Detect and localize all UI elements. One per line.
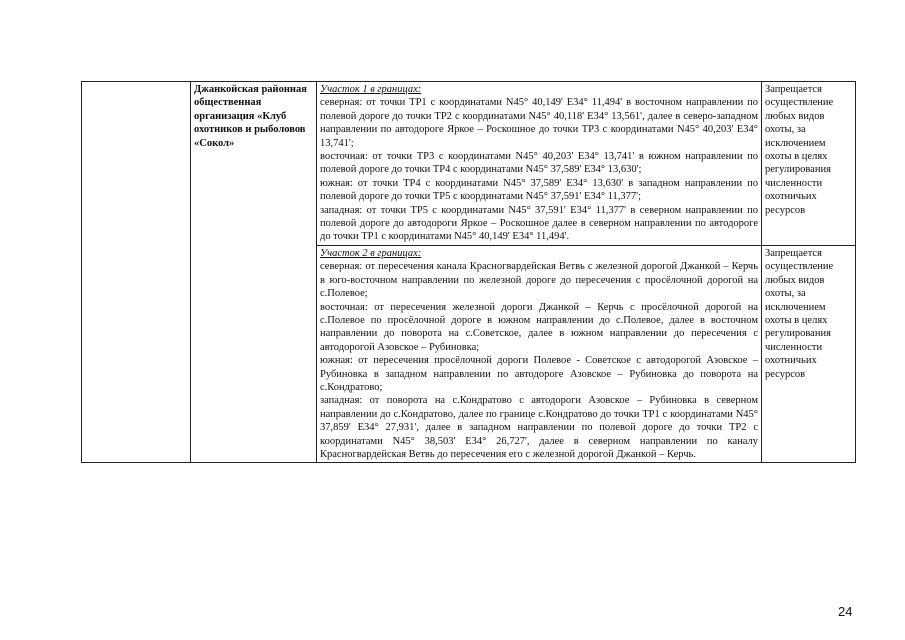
table-row [82, 82, 856, 246]
organization-name: Джанкойская районная общественная организация «Клуб охотников и рыболовов «Сокол» [191, 82, 317, 463]
plot-1-east: восточная: от точки ТР3 с координатами N45° 40,203' E34° 13,741' в южном направлении по полевой дороге до точки ТР4 с координатами N45° 37,589' E34° 13,630'; [320, 151, 758, 176]
plot-2-title: Участок 2 в границах: [320, 247, 422, 259]
plot-2-east: восточная: от пересечения железной дороги Джанкой – Керчь с просёлочной дорогой на с.Полевое по просёлочной дороге в южном направлении до с.Полевое, далее в восточном направлении до поворота на с.Советское, далее в южном направлении до пересечения с автодорогой Азовское – Рубиновка; [320, 301, 758, 353]
plot-1-restriction: Запрещается осуществление любых видов охоты, за исключением охоты в целях регулирования численности охотничьих ресурсов [762, 82, 856, 246]
plot-1-boundaries [317, 82, 762, 246]
hunting-areas-table [81, 81, 856, 463]
plot-1-title: Участок 1 в границах: [320, 84, 422, 95]
plot-1-north: северная: от точки ТР1 с координатами N45° 40,149' E34° 11,494' в восточном направлении по полевой дороге до точки ТР2 с координатами N45° 40,118' E34° 13,561', далее в северо-западном направлении по автодороге Яркое – Роскошное до точки ТР3 с координатами N45° 40,203' E34° 13,741'; [320, 97, 758, 149]
plot-2-restriction: Запрещается осуществление любых видов охоты, за исключением охоты в целях регулирования численности охотничьих ресурсов [762, 245, 856, 463]
plot-2-south: южная: от пересечения просёлочной дороги Полевое - Советское с автодорогой Азовское – Рубиновка в западном направлении по автодороге Азовское – Рубиновка до поворота на с.Кондратово; [320, 355, 758, 393]
plot-2-north: северная: от пересечения канала Красногвардейская Ветвь с железной дорогой Джанкой – Керчь в юго-восточном направлении по железной дороге до пересечения с просёлочной дорогой на с.Полевое; [320, 261, 758, 300]
plot-1-west: западная: от точки ТР5 с координатами N45° 37,591' E34° 11,377' в северном направлении по полевой дороге до автодороги Яркое – Роскошное далее в северном направлении по автодороге до точки ТР1 с координатами N45° 40,149' E34° 11,494'. [320, 204, 758, 243]
plot-2-west: западная: от поворота на с.Кондратово с автодороги Азовское – Рубиновка в северном направлении до с.Кондратово, далее по границе с.Кондратово до точки ТР1 с координатами N45° 37,859' E34° 27,931', далее в западном направлении по полевой дороге до точки ТР2 с координатами N45° 38,503' E34° 26,727', далее в северном направлении по каналу Красногвардейская Ветвь до пересечения его с железной дорогой Джанкой – Керчь. [320, 395, 758, 460]
plot-2-boundaries [317, 245, 762, 463]
plot-1-south: южная: от точки ТР4 с координатами N45° 37,589' E34° 13,630' в западном направлении по полевой дороге до точки ТР5 с координатами N45° 37,591' E34° 11,377'; [320, 177, 758, 203]
page-number: 24 [838, 604, 853, 619]
empty-cell [82, 82, 191, 463]
